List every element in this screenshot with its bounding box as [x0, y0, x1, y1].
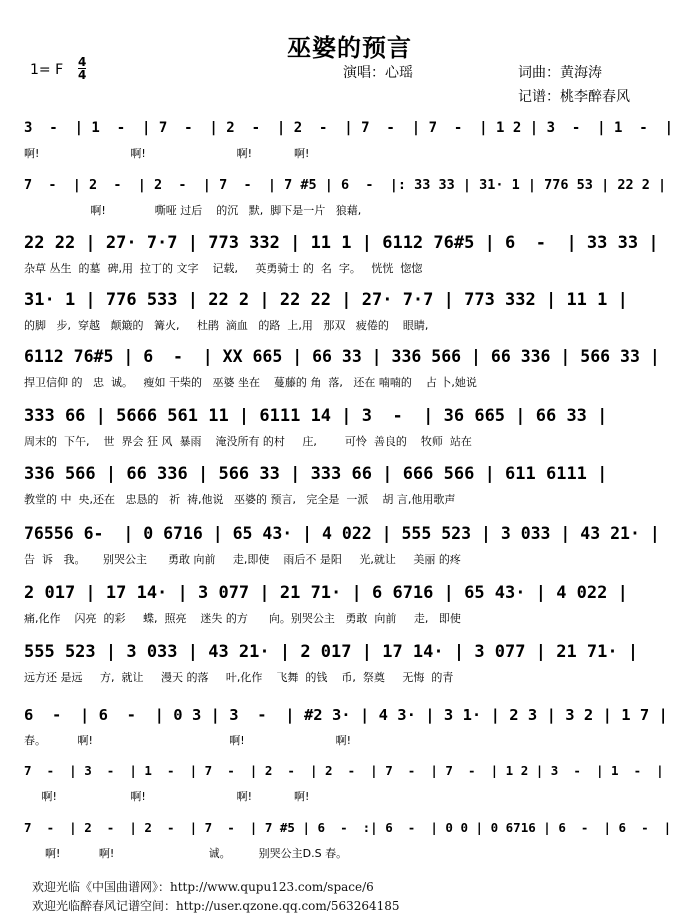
- lyrics-line: 捍卫信仰 的 忠 诚。 瘦如 干柴的 巫婆 坐在 蔓藤的 角 落, 还在 喃喃的 占 卜,她说: [24, 376, 477, 389]
- time-signature-top: 4: [78, 55, 87, 69]
- notation-line: 6112 76#5 | 6 - | XX 665 | 66 33 | 336 566 | 66 336 | 566 33 |: [24, 347, 660, 366]
- song-title: 巫婆的预言: [287, 33, 412, 62]
- notation-line: 555 523 | 3 033 | 43 21· | 2 017 | 17 14· | 3 077 | 21 71· |: [24, 642, 639, 662]
- lyrics-line: 啊! 啊! 啊! 啊!: [24, 147, 310, 160]
- lyrics-line: 啊! 嘶哑 过后 的沉 默, 脚下是一片 狼藉,: [24, 204, 362, 217]
- notation-line: 333 66 | 5666 561 11 | 6111 14 | 3 - | 36 665 | 66 33 |: [24, 406, 608, 426]
- singer-credit: 演唱：心瑶: [343, 65, 413, 81]
- lyrics-line: 痛,化作 闪亮 的彩 蝶, 照亮 迷失 的方 向。别哭公主 勇敢 向前 走, 即使: [24, 612, 461, 625]
- notation-line: 76556 6- | 0 6716 | 65 43· | 4 022 | 555 523 | 3 033 | 43 21· |: [24, 524, 660, 543]
- lyrics-line: 周末的 下午, 世 界会 狂 风 暴雨 淹没所有 的村 庄, 可怜 善良的 牧师 站在: [24, 435, 472, 448]
- lyrics-line: 春。 啊! 啊! 啊!: [24, 734, 351, 747]
- notation-line: 3 - | 1 - | 7 - | 2 - | 2 - | 7 - | 7 - | 1 2 | 3 - | 1 - |: [24, 120, 674, 136]
- notation-line: 2 017 | 17 14· | 3 077 | 21 71· | 6 6716 | 65 43· | 4 022 |: [24, 583, 628, 603]
- footer-link-qupu[interactable]: 欢迎光临《中国曲谱网》：http://www.qupu123.com/space/6: [32, 880, 374, 894]
- transcriber-credit: 记谱：桃李醉春风: [518, 89, 630, 105]
- lyrics-line: 教堂的 中 央,还在 忠恳的 祈 祷,他说 巫婆的 预言, 完全是 一派 胡 言,他用歌声: [24, 493, 456, 506]
- notation-line: 7 - | 2 - | 2 - | 7 - | 7 #5 | 6 - |: 33 33 | 31· 1 | 776 53 | 22 2 |: [24, 177, 667, 193]
- notation-line: 22 22 | 27· 7·7 | 773 332 | 11 1 | 6112 76#5 | 6 - | 33 33 |: [24, 233, 659, 253]
- lyrics-line: 啊! 啊! 啊! 啊!: [24, 790, 310, 803]
- notation-line: 7 - | 3 - | 1 - | 7 - | 2 - | 2 - | 7 - | 7 - | 1 2 | 3 - | 1 - |: [24, 763, 664, 778]
- lyrics-line: 的脚 步, 穿越 颠簸的 篝火, 杜鹃 滴血 的路 上,用 那双 疲倦的 眼睛,: [24, 319, 429, 332]
- notation-line: 7 - | 2 - | 2 - | 7 - | 7 #5 | 6 - :| 6 - | 0 0 | 0 6716 | 6 - | 6 - |: [24, 820, 672, 835]
- lyrics-line: 远方还 是远 方, 就让 漫天 的落 叶,化作 飞舞 的钱 币, 祭奠 无悔 的青: [24, 671, 454, 684]
- notation-line: 6 - | 6 - | 0 3 | 3 - | #2 3· | 4 3· | 3 1· | 2 3 | 3 2 | 1 7 |: [24, 706, 668, 724]
- notation-line: 336 566 | 66 336 | 566 33 | 333 66 | 666 566 | 611 6111 |: [24, 464, 608, 484]
- time-signature-bottom: 4: [78, 68, 87, 82]
- composer-credit: 词曲：黄海涛: [518, 65, 602, 81]
- key-signature: 1= F: [30, 62, 64, 78]
- lyrics-line: 杂草 丛生 的墓 碑,用 拉丁的 文字 记载, 英勇骑士 的 名 字。 恍恍 惚惚: [24, 262, 423, 275]
- notation-line: 31· 1 | 776 533 | 22 2 | 22 22 | 27· 7·7 | 773 332 | 11 1 |: [24, 290, 628, 310]
- footer-link-qzone[interactable]: 欢迎光临醉春风记谱空间：http://user.qzone.qq.com/563264185: [32, 899, 400, 913]
- lyrics-line: 告 诉 我。 别哭公主 勇敢 向前 走,即使 雨后不 是阳 光,就让 美丽 的疼: [24, 553, 461, 566]
- lyrics-line: 啊! 啊! 诚。 别哭公主D.S 春。: [24, 847, 348, 860]
- time-signature: [78, 56, 86, 81]
